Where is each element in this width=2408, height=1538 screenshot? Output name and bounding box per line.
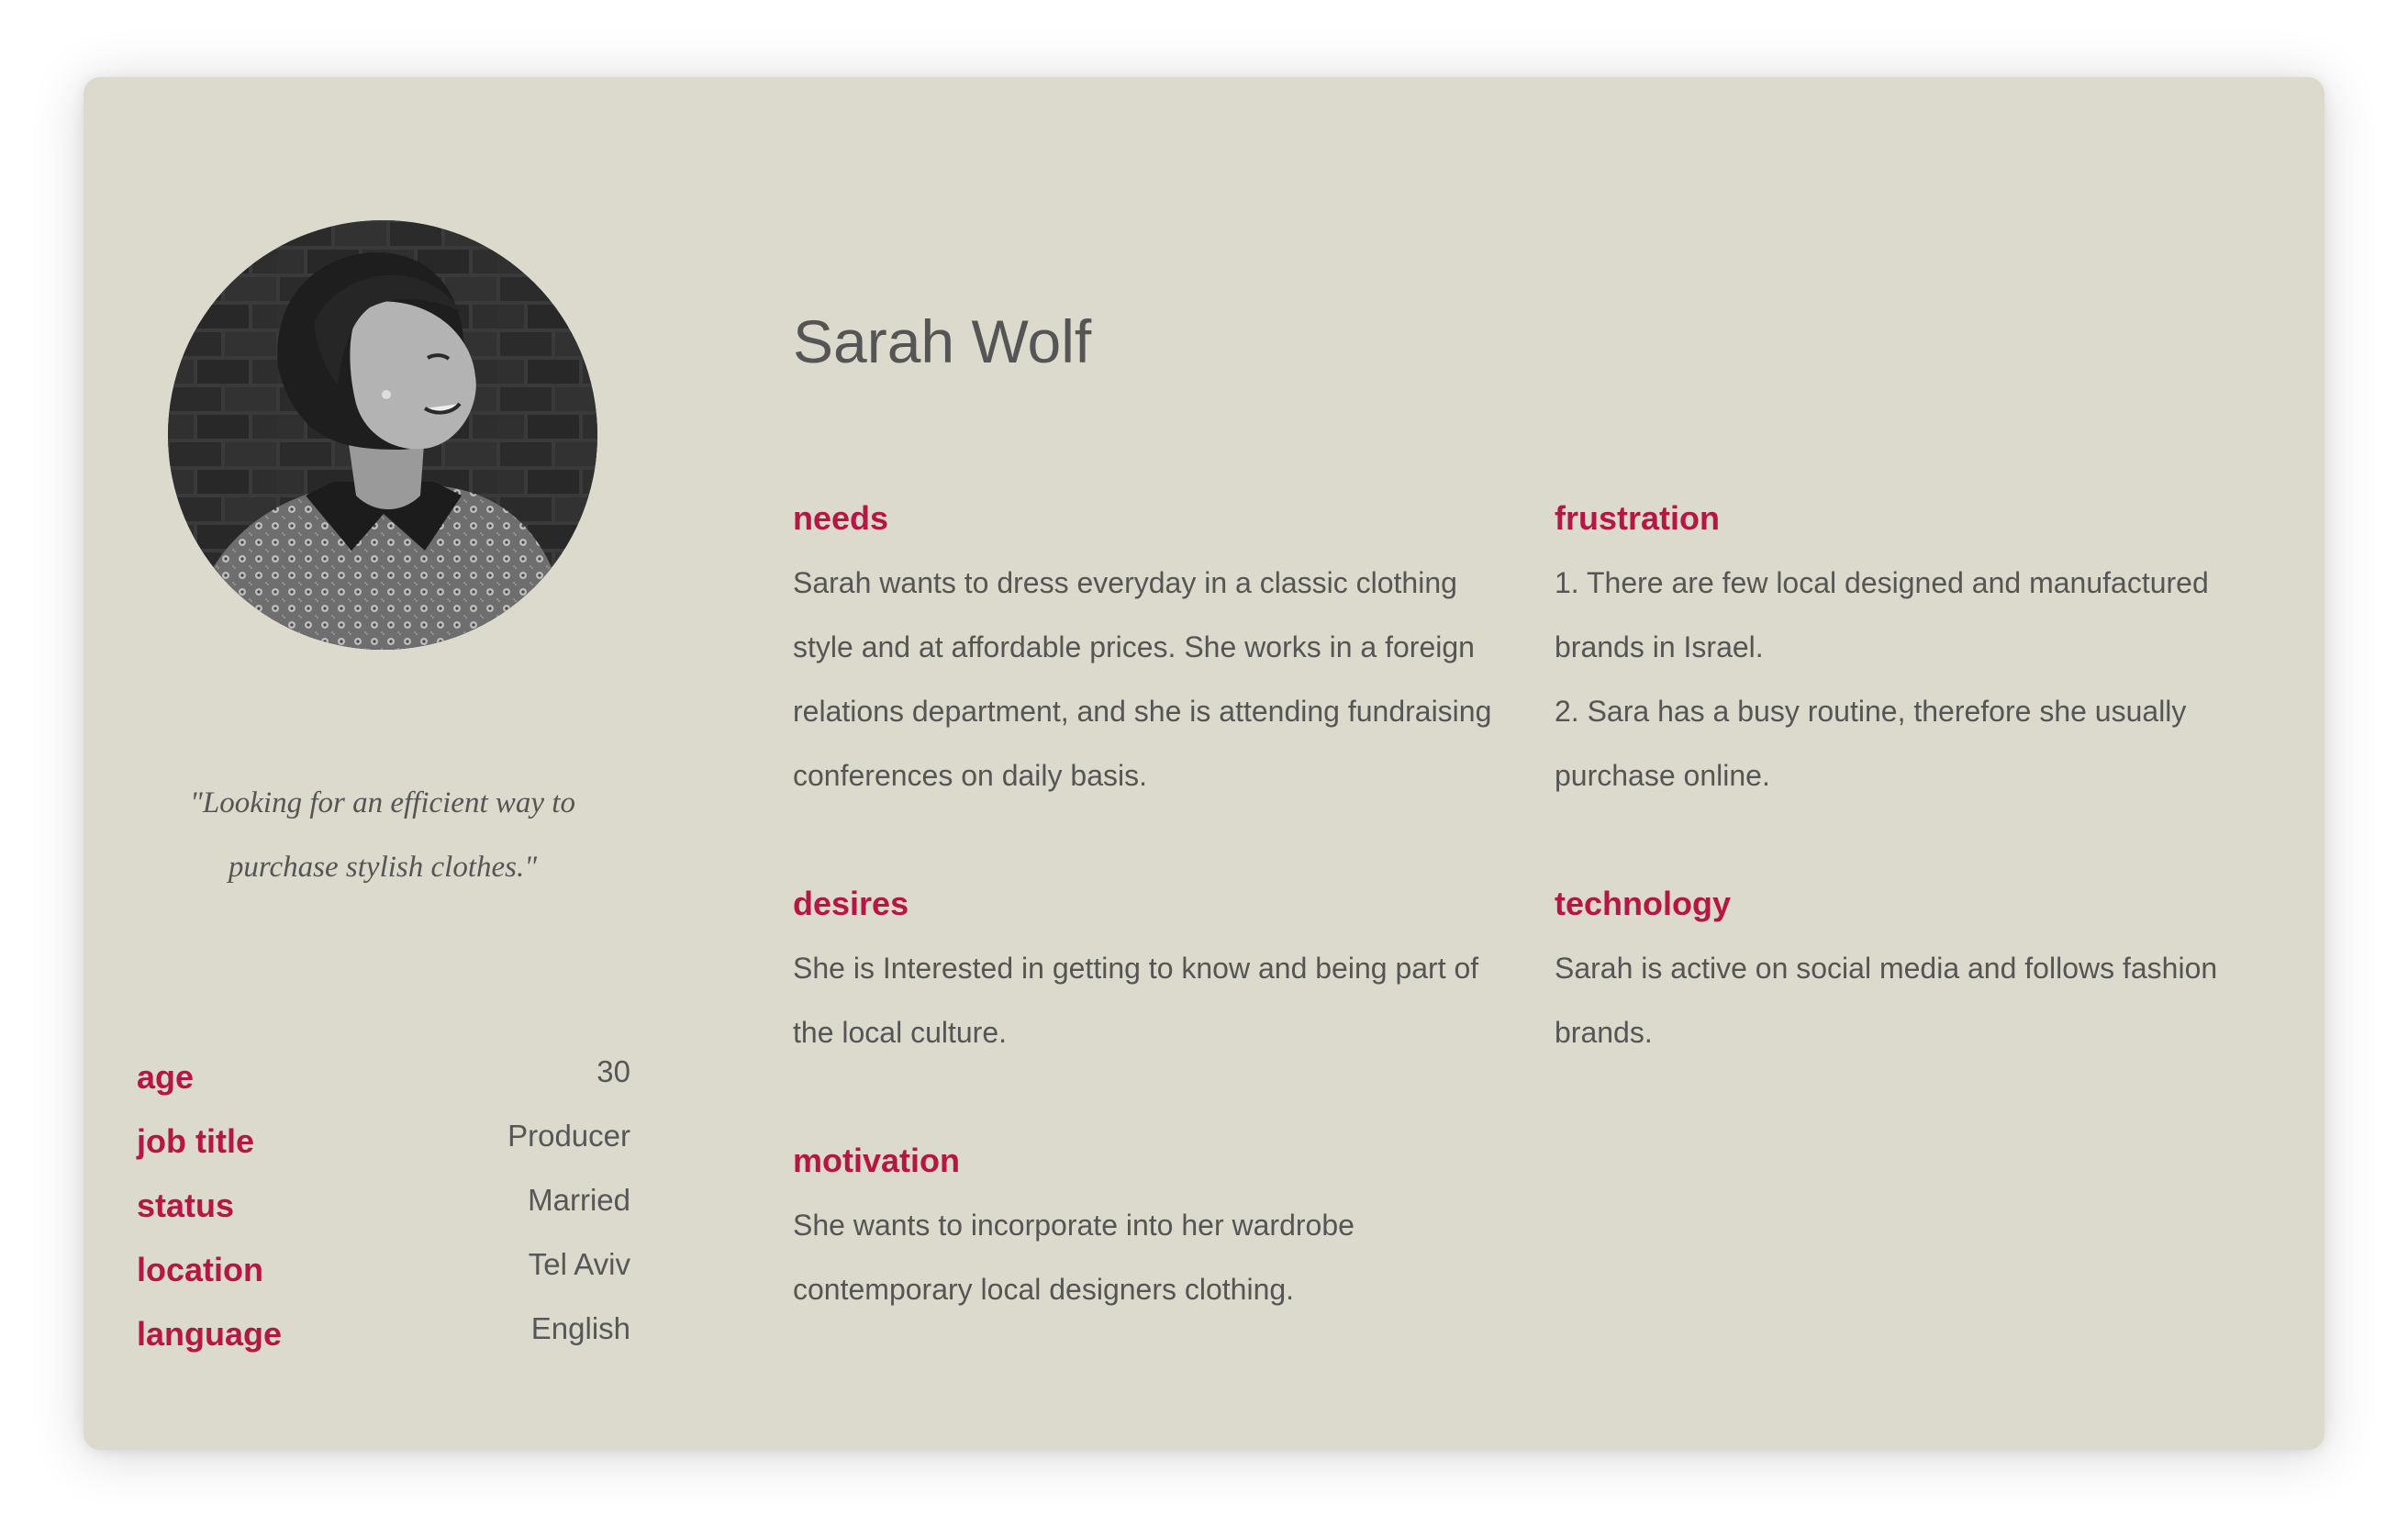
- detail-value: Tel Aviv: [528, 1247, 630, 1281]
- frustration-item: 2. Sara has a busy routine, therefore she usually purchase online.: [1555, 695, 2187, 792]
- detail-value: Married: [528, 1183, 630, 1217]
- section-needs: [793, 496, 1518, 808]
- detail-row-age: [137, 1052, 630, 1116]
- section-frustration: [1555, 496, 2252, 808]
- section-title: desires: [793, 885, 909, 922]
- section-body: Sarah wants to dress everyday in a classic clothing style and at affordable prices. She works in a foreign relations department, and she is attending fundraising conferences on daily basis.: [793, 566, 1492, 792]
- detail-label: age: [137, 1058, 195, 1096]
- section-body: She wants to incorporate into her wardrobe contemporary local designers clothing.: [793, 1209, 1354, 1306]
- persona-details: [137, 1052, 630, 1373]
- detail-value: 30: [596, 1054, 630, 1088]
- detail-row-location: [137, 1244, 630, 1309]
- section-body: Sarah is active on social media and follows fashion brands.: [1555, 952, 2218, 1049]
- detail-row-status: [137, 1180, 630, 1244]
- detail-label: language: [137, 1315, 283, 1353]
- detail-label: job title: [137, 1122, 254, 1160]
- section-motivation: [793, 1138, 1518, 1321]
- detail-value: Producer: [507, 1119, 630, 1153]
- detail-value: English: [530, 1311, 630, 1345]
- portrait-photo: [168, 220, 597, 650]
- section-title: needs: [793, 499, 889, 537]
- section-title: motivation: [793, 1142, 961, 1179]
- section-title: frustration: [1555, 499, 1720, 537]
- persona-quote: "Looking for an efficient way to purchase stylish clothes.": [190, 786, 575, 884]
- persona-name: Sarah Wolf: [793, 307, 1092, 375]
- section-title: technology: [1555, 885, 1732, 922]
- detail-label: location: [137, 1251, 264, 1288]
- section-body: She is Interested in getting to know and being part of the local culture.: [793, 952, 1479, 1049]
- persona-card: [84, 77, 2324, 1450]
- detail-row-language: [137, 1309, 630, 1373]
- detail-row-job-title: [137, 1116, 630, 1180]
- section-desires: [793, 881, 1518, 1064]
- frustration-item: 1. There are few local designed and manufactured brands in Israel.: [1555, 566, 2209, 663]
- detail-label: status: [137, 1187, 235, 1224]
- avatar: [168, 220, 597, 650]
- section-technology: [1555, 881, 2252, 1064]
